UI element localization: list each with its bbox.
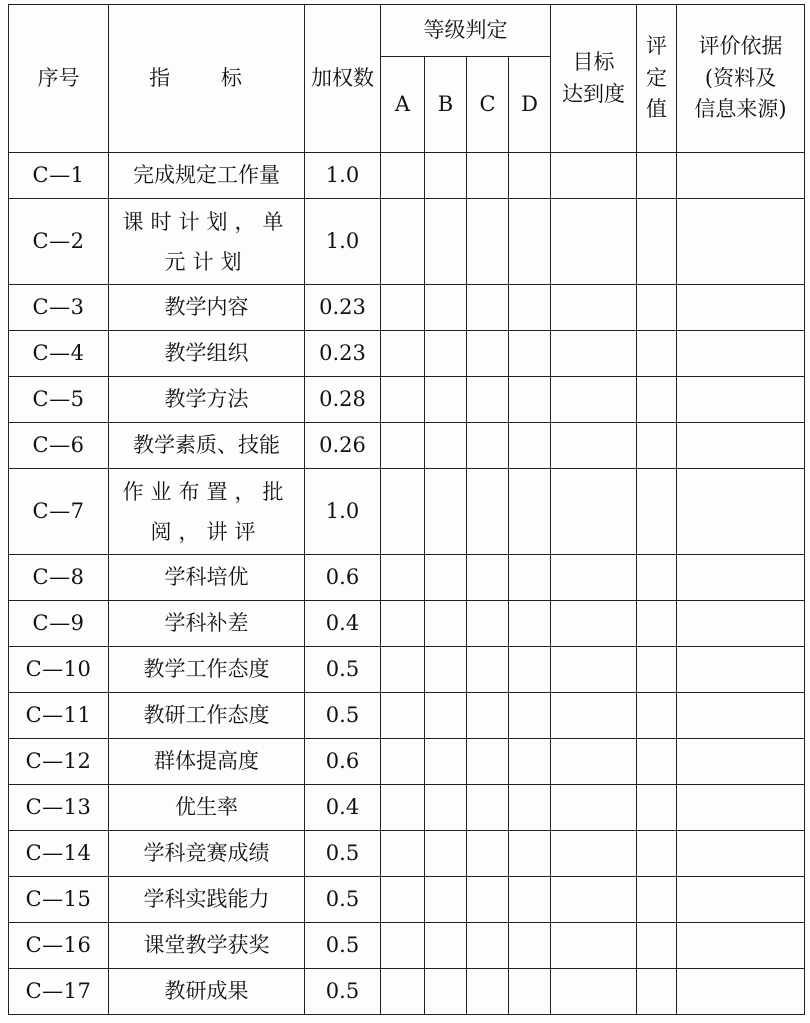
table-row [9,153,805,199]
cell-grade-b [425,469,467,555]
row-weight: 0.23 [305,331,381,377]
cell-grade-c [467,739,509,785]
cell-basis [677,877,805,923]
row-indicator: 学科实践能力 [109,877,305,923]
cell-grade-d [509,555,551,601]
table-row [9,423,805,469]
row-indicator: 教研工作态度 [109,693,305,739]
cell-grade-b [425,601,467,647]
cell-target [551,423,637,469]
cell-target [551,601,637,647]
row-weight: 0.5 [305,923,381,969]
cell-grade-c [467,601,509,647]
cell-grade-d [509,693,551,739]
cell-rating [637,647,677,693]
row-id: C—11 [9,693,109,739]
table-row [9,199,805,285]
header-target-line2: 达到度 [562,81,625,106]
header-target [551,5,637,153]
cell-grade-b [425,969,467,1015]
row-weight: 0.4 [305,601,381,647]
table-row [9,601,805,647]
row-weight: 1.0 [305,199,381,285]
cell-grade-a [381,469,425,555]
header-grade-a: A [381,57,425,153]
cell-grade-a [381,601,425,647]
cell-rating [637,331,677,377]
cell-rating [637,923,677,969]
row-indicator: 优生率 [109,785,305,831]
row-weight: 1.0 [305,469,381,555]
cell-grade-d [509,285,551,331]
cell-basis [677,153,805,199]
header-rating-char: 评 [646,34,667,59]
cell-grade-a [381,199,425,285]
table-row [9,693,805,739]
cell-rating [637,285,677,331]
cell-grade-c [467,199,509,285]
cell-rating [637,601,677,647]
row-indicator: 学科培优 [109,555,305,601]
cell-rating [637,969,677,1015]
cell-target [551,739,637,785]
row-weight: 0.5 [305,969,381,1015]
row-id: C—1 [9,153,109,199]
row-id: C—6 [9,423,109,469]
cell-grade-b [425,739,467,785]
cell-grade-a [381,831,425,877]
row-indicator: 学科补差 [109,601,305,647]
row-weight: 0.28 [305,377,381,423]
row-weight: 0.26 [305,423,381,469]
row-id: C—8 [9,555,109,601]
table-row [9,923,805,969]
cell-grade-b [425,555,467,601]
cell-grade-d [509,153,551,199]
row-indicator: 教学工作态度 [109,647,305,693]
header-grade-c: C [467,57,509,153]
row-id: C—2 [9,199,109,285]
cell-basis [677,739,805,785]
cell-grade-c [467,377,509,423]
row-weight: 1.0 [305,153,381,199]
header-basis-line: (资料及 [704,65,777,90]
cell-grade-c [467,923,509,969]
cell-grade-a [381,969,425,1015]
header-rating-char: 定 [646,65,667,90]
row-indicator: 完成规定工作量 [109,153,305,199]
row-weight: 0.5 [305,877,381,923]
cell-grade-d [509,877,551,923]
cell-grade-c [467,693,509,739]
cell-basis [677,647,805,693]
cell-rating [637,693,677,739]
cell-grade-d [509,785,551,831]
cell-target [551,153,637,199]
cell-target [551,647,637,693]
cell-grade-d [509,647,551,693]
cell-basis [677,785,805,831]
cell-grade-a [381,877,425,923]
evaluation-table [8,4,805,1015]
cell-grade-c [467,331,509,377]
cell-grade-c [467,423,509,469]
cell-grade-d [509,469,551,555]
row-indicator: 作业布置，批阅，讲评 [109,469,305,555]
row-id: C—10 [9,647,109,693]
cell-grade-d [509,923,551,969]
cell-basis [677,377,805,423]
row-indicator: 教研成果 [109,969,305,1015]
cell-rating [637,199,677,285]
cell-grade-b [425,647,467,693]
cell-grade-a [381,285,425,331]
cell-grade-b [425,377,467,423]
cell-grade-d [509,969,551,1015]
cell-target [551,469,637,555]
cell-grade-a [381,377,425,423]
cell-grade-d [509,199,551,285]
header-grade-d: D [509,57,551,153]
cell-grade-d [509,739,551,785]
row-id: C—5 [9,377,109,423]
table-row [9,647,805,693]
header-basis [677,5,805,153]
table-row [9,377,805,423]
cell-rating [637,877,677,923]
cell-grade-b [425,199,467,285]
cell-grade-d [509,331,551,377]
header-basis-line: 评价依据 [698,34,783,59]
cell-rating [637,831,677,877]
row-weight: 0.5 [305,831,381,877]
cell-grade-c [467,469,509,555]
row-indicator: 教学内容 [109,285,305,331]
cell-target [551,199,637,285]
cell-target [551,785,637,831]
table-row [9,469,805,555]
cell-grade-c [467,555,509,601]
cell-basis [677,831,805,877]
cell-basis [677,469,805,555]
cell-grade-b [425,693,467,739]
cell-grade-a [381,923,425,969]
cell-target [551,877,637,923]
cell-grade-c [467,153,509,199]
header-grade-group: 等级判定 [381,5,551,57]
cell-rating [637,469,677,555]
row-weight: 0.6 [305,739,381,785]
cell-target [551,555,637,601]
cell-grade-c [467,647,509,693]
row-id: C—13 [9,785,109,831]
table-row [9,785,805,831]
row-id: C—14 [9,831,109,877]
cell-basis [677,285,805,331]
header-basis-line: 信息来源) [694,97,787,122]
cell-basis [677,331,805,377]
row-weight: 0.23 [305,285,381,331]
cell-target [551,693,637,739]
cell-target [551,331,637,377]
row-indicator: 课时计划，单元计划 [109,199,305,285]
cell-grade-b [425,153,467,199]
row-weight: 0.6 [305,555,381,601]
cell-grade-b [425,877,467,923]
row-id: C—12 [9,739,109,785]
table-row [9,555,805,601]
row-weight: 0.5 [305,647,381,693]
row-id: C—15 [9,877,109,923]
cell-rating [637,153,677,199]
cell-grade-a [381,555,425,601]
cell-grade-a [381,423,425,469]
row-indicator: 课堂教学获奖 [109,923,305,969]
cell-grade-a [381,647,425,693]
header-indicator: 指 标 [109,5,305,153]
header-seq: 序号 [9,5,109,153]
cell-target [551,923,637,969]
cell-basis [677,923,805,969]
cell-target [551,377,637,423]
cell-grade-b [425,423,467,469]
cell-grade-c [467,969,509,1015]
cell-grade-a [381,693,425,739]
cell-target [551,285,637,331]
table-row [9,877,805,923]
table-row [9,969,805,1015]
cell-grade-b [425,785,467,831]
cell-grade-b [425,831,467,877]
cell-grade-d [509,601,551,647]
cell-rating [637,377,677,423]
cell-grade-c [467,285,509,331]
cell-grade-a [381,785,425,831]
cell-grade-a [381,739,425,785]
row-id: C—16 [9,923,109,969]
cell-rating [637,423,677,469]
row-id: C—17 [9,969,109,1015]
header-weight: 加权数 [305,5,381,153]
cell-grade-d [509,377,551,423]
row-id: C—4 [9,331,109,377]
cell-basis [677,199,805,285]
cell-grade-a [381,153,425,199]
cell-grade-c [467,831,509,877]
cell-grade-b [425,285,467,331]
header-target-line1: 目标 [572,50,615,74]
row-id: C—3 [9,285,109,331]
cell-grade-d [509,423,551,469]
row-id: C—9 [9,601,109,647]
cell-rating [637,739,677,785]
table-row [9,331,805,377]
cell-grade-c [467,877,509,923]
row-weight: 0.5 [305,693,381,739]
header-rating [637,5,677,153]
cell-grade-b [425,923,467,969]
row-indicator: 教学素质、技能 [109,423,305,469]
cell-basis [677,693,805,739]
cell-grade-b [425,331,467,377]
row-indicator: 教学方法 [109,377,305,423]
cell-grade-d [509,831,551,877]
row-id: C—7 [9,469,109,555]
cell-basis [677,555,805,601]
row-weight: 0.4 [305,785,381,831]
cell-target [551,969,637,1015]
cell-rating [637,555,677,601]
cell-basis [677,601,805,647]
row-indicator: 群体提高度 [109,739,305,785]
cell-basis [677,423,805,469]
cell-grade-a [381,331,425,377]
header-grade-b: B [425,57,467,153]
row-indicator: 教学组织 [109,331,305,377]
row-indicator: 学科竞赛成绩 [109,831,305,877]
header-rating-char: 值 [646,97,667,122]
table-row [9,739,805,785]
cell-rating [637,785,677,831]
cell-basis [677,969,805,1015]
table-row [9,285,805,331]
table-row [9,831,805,877]
cell-target [551,831,637,877]
cell-grade-c [467,785,509,831]
